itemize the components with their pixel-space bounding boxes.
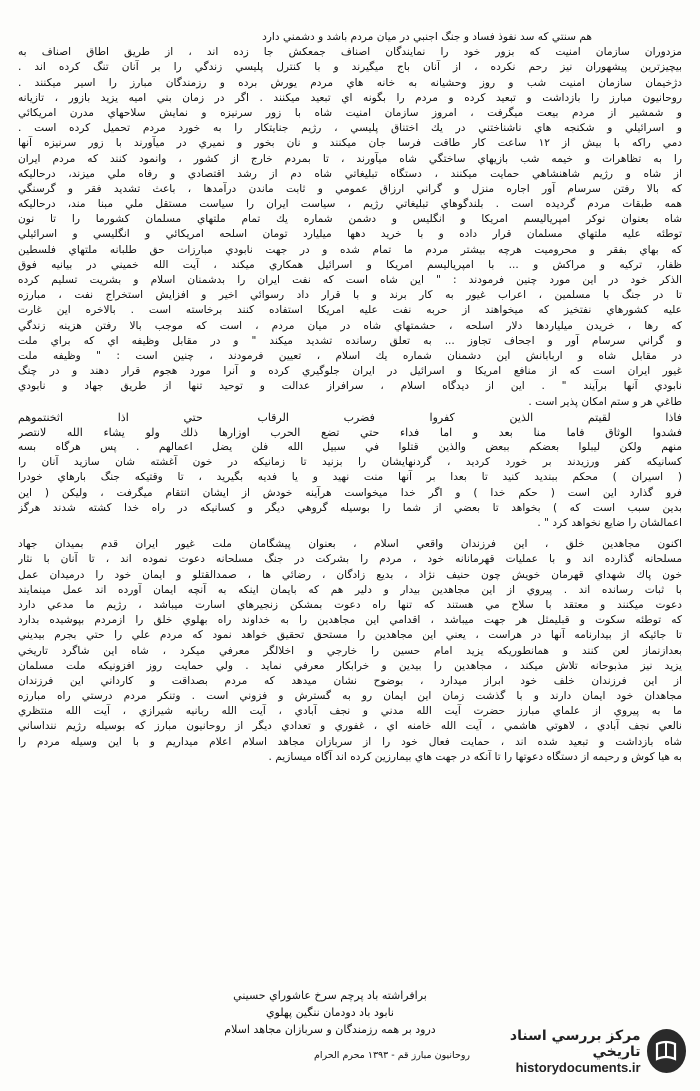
watermark-title: مركز بررسي اسناد تاريخي (509, 1027, 641, 1060)
history-documents-logo-icon (647, 1029, 686, 1073)
document-line: ( اسيران ) محكم ببنديد كنيد تا بعدا بر آنها منت نهيد و يا فديه بگيريد ، تا وقتيكه جنگ بارهاي خودرا (18, 471, 682, 484)
watermark (476, 1023, 686, 1079)
document-line: نابودي آنها برآيند " . اين از ديدگاه اسلام ، سرافراز عدالت و توحيد تنها از طريق جهاد و نابودي (18, 380, 682, 393)
document-line: عليه كشورهاي نفتخيز كه ميخواهند از حربه نفت عليه امريكا استفاده كنند برخاسته است . بالاخره اين غارت (18, 304, 682, 317)
document-line: كه توطئه سكوت و قبليمثل هر جهت ميباشد ، اقدامي اين مجاهدين را به خداوند راه بهلوي خلق را ازمردم بپوشيده بدارد (18, 614, 682, 627)
document-line: را به تظاهرات و خيمه شب بازيهاي ساختگي شاه ميآورند ، تا بمردم خارج از كشور ، وانمود كنند كه مردم ايران (18, 152, 682, 165)
watermark-text (476, 1028, 641, 1075)
slogan-line: درود بر همه رزمندگان و سربازان مجاهد اسلام (224, 1023, 436, 1036)
document-line: اكنون مجاهدين خلق ، اين فرزندان واقعي اسلام ، بعنوان پيشگامان ملت غيور ايران قدم بميدان جهاد (18, 538, 682, 551)
document-line: مجاهدان خود ايمان دارند و با گذشت زمان اين ايمان رو به گسترش و فزوني است . وتنكر مردم درستي راه مبارزه (18, 690, 682, 703)
document-line: با ثبات رسانده اند . پيروي از اين مجاهدين بيدار و دلير هم كه بايمان اينكه به آنچه ايمان آورده اند عمل مينمايند (18, 583, 682, 596)
document-line: از شاه و رژيم شاهنشاهي حمايت ميكنند ، دستگاه تبليغاتي شاه دم از رشد اقتصادي و رفاه ملي ميزند، درحاليكه (18, 167, 682, 180)
document-line: يزيد نيز مذبوحانه تلاش ميكند ، مجاهدين را بيدين و خرابكار معرفي نمايد . ولي حمايت روز افزونيكه ملت مسلمان (18, 659, 682, 672)
document-line: دژخيمان سازمان امنيت شب و روز وحشيانه به خانه هاي مردم يورش برده و رزمندگان مبارز را اسير ميكنند . (18, 76, 682, 89)
document-line: و گراني سرسام آور و اجحاف تجاوز ... به تعلق رسانده تشديد ميكند " و در مقابل وظيفه اي كه براي ملت (18, 334, 682, 347)
document-line: هم سنتي كه سد نفوذ فساد و جنگ اجنبي در ميان مردم باشد و دشمني دارد (262, 31, 592, 43)
document-line: تا در جنگ با مسلمين ، اعراب غيور به كار برند و با قرار داد رسوائي اخير و افزايش استخراج نفت ، مبارزه (18, 289, 682, 302)
book-icon (651, 1036, 681, 1066)
watermark-url: historydocuments.ir (515, 1059, 641, 1075)
document-line: اعمالشان را ضايع نخواهد كرد " . (537, 517, 682, 529)
document-line: نالعي نجف آبادي ، لاهوتي هاشمي ، آيت الله خامنه اي ، غفوري و تعدادي ديگر از روحانيون مبارز كه بوسيله رژيم ننداساني (18, 720, 682, 733)
document-line: از اين فرزندان خلف خود ابراز ميدارد ، بوضوح نشان ميدهد كه مردم بصداقت و كارداني اين فرزندان (18, 674, 682, 687)
document-line: روحانيون مبارز را بازداشت و تبعيد كرده و مردم را بگونه اي تبعيد ميكنند . اگر در زمان بني اميه يزيد بازور ، تازيانه (18, 91, 682, 104)
document-line: مزدوران سازمان امنيت كه بزور خود را نمايندگان اصناف جمعكش جا زده اند ، از طريق اطاق اصناف به (18, 46, 682, 59)
document-signature: روحانيون مبارز قم - ۱۳۹۳ محرم الحرام (314, 1050, 470, 1061)
document-line: همه طبقات مردم گرديده است . بلندگوهاي تبليغاتي رژيم ، سياست ايران را سياست مستقل ملي مبنا مند، درحاليكه (18, 198, 682, 211)
document-line: به هيا كوش و رحيمه از دستگاه دعوتها را تا آنكه در جهت هاي بيمارزين كرده اند آگاه ميسازيم . (268, 750, 682, 763)
document-line: طاغي هر و ستم امكان پذير است . (528, 395, 682, 408)
document-line: ظفار، تركيه و مراكش و ... با امپرياليسم امريكا و اسرائيل همكاري ميكند ، آيت الله خميني در بيانيه فوق (18, 258, 682, 271)
quran-verse-line: فشدوا الوثاق فاما منا بعد و اما فداء حتي تضع الحرب اوزارها ذلك ولو يشاء الله لانتصر (18, 425, 682, 439)
closing-slogans (150, 987, 510, 1038)
document-line: منهم ولكن ليبلوا بعضكم ببعض والذين قتلوا في سبيل الله فلن يضل اعمالهم . پس هرگاه بسه (18, 441, 682, 454)
document-line: در مقابل شاه و اربابانش اين دشمنان شماره يك اسلام ، تعيين فرمودند ، چنين است : " وظيفه ملت (18, 349, 682, 362)
document-line: كه بالا رفتن سرسام آور اجاره منزل و گراني ارزاق عمومي و ثابت ماندن درآمدها ، باعث تشديد فقر و گرسنگي (18, 182, 682, 195)
document-line: غيور ايران است كه از منافع امريكا و اسرائيل در ايران جلوگيري كرده و آنرا مورد هجوم قرار دهند و در چنگ (18, 365, 682, 378)
document-line: توطئه عليه ملتهاي مسلمان قرار داده و با خريد دهها ميليارد تومان اسلحه امريكائي و انگليسي و اسرائيلي (18, 228, 682, 241)
document-line: و شمشير از مردم بيعت ميگرفت ، امروز سازمان امنيت شاه با زور سرنيزه و نمايش سلاحهاي مدرن امريكائي (18, 106, 682, 119)
document-line: شاه بعنوان نوكر امپرياليسم امريكا و انگليس و دشمن شماره يك تمام ملتهاي مسلمان كشورما را تا نون (18, 213, 682, 226)
document-body (18, 30, 682, 765)
document-line: فرو گذارد اين است ( حكم خدا ) و اگر خدا ميخواست هرآينه خودش از ايشان انتقام ميگرفت ، وليكن ( اين (18, 486, 682, 499)
document-line: كه بهاي بفقر و محروميت هرچه بيشتر مردم ما تمام شده و در جهت نابودي مبارزات حق طلبانه ملتهاي فلسطين (18, 243, 682, 256)
slogan-line: برافراشته باد پرچم سرخ عاشوراي حسيني (233, 989, 427, 1002)
document-line: كه رها ، خريدن ميلياردها دلار اسلحه ، حشمتهاي شاه در ميان مردم ، است كه موجب بالا رفتن هزينه زندگي (18, 319, 682, 332)
document-line: كسانيكه كفر ورزيدند بر خورد كرديد ، گردنهايشان را بزنيد تا زمانيكه در خون آغشته شان سازيد آنان را (18, 456, 682, 469)
document-line: تا جائيكه از بيدارنامه آنها در هراست ، يعني اين مجاهدين را مستحق تحقيق خواهد نمود كه مردم علي را حتي بجرم بيديني (18, 629, 682, 642)
document-line: شاه بازداشت و تبعيد شده اند ، حمايت فعال خود را از سربازان مجاهد اسلام اعلام ميداريم و با اين وسيله مردم را (18, 735, 682, 748)
quran-verse-line: فاذا لقيتم الذين كفروا فضرب الرقاب حتي اذا اثخنتموهم (18, 410, 682, 424)
document-line: ما به پيروي از علماي مبارز حضرت آيت الله مدني و نجف آبادي ، آيت الله ربانيه شيرازي ، آيت الله منتظري (18, 705, 682, 718)
document-line: خون پاك شهداي قهرمان خويش چون حنيف نژاد ، بديع زادگان ، رضائي ها ، صمدالقتلو و ايمان خود را درميدان عمل (18, 568, 682, 581)
slogan-line: نابود باد دودمان ننگين پهلوي (266, 1006, 394, 1019)
document-line: و اسرائيلي و شكنجه هاي ناشناختني در يك اختناق پليسي ، رژيم جنايتكار را به خورد مردم تحميل كرده است . (18, 122, 682, 135)
document-line: بعدازنماز لعن كنند و همانطوريكه يزيد امام حسين را خارجي و اخلالگر معرفي ميكرد ، شاه اين شاگرد تاريخي (18, 644, 682, 657)
document-line: بدين سبب است كه ) بخواهد تا بعضي از شما را بوسيله گروهي ديگر و كسانيكه در راه خدا كشته شدند هرگز (18, 501, 682, 514)
document-line: بيچيزترين پيشهوران نيز رحم نكرده ، از آنان باج ميگيرند و با كنترل پليسي زندگي را بر آنان تنگ كرده اند . (18, 61, 682, 74)
document-line: الذكر خود در اين مورد چنين فرمودند : " اين شاه است كه نفت ايران را بدشمنان اسلام و بشريت تسليم كرده (18, 274, 682, 286)
document-line: مسلحانه گذارده اند و با عمليات قهرمانانه خود ، مردم را بشركت در جنگ مسلحانه دعوت نموده اند ، تا آنان با نثار (18, 553, 682, 566)
document-line: دمي راكه با بيش از ۱۲ ساعت كار طاقت فرسا جان ميكنند و نان بخور و نميري در ميآورند با زور سرنيزه آنها (18, 137, 682, 150)
document-line: دعوت ميكنند و معتقد با سلاح مي هستند كه تنها راه دعوت بمشكن زنجيرهاي اسارت ميباشد ، رژيم ما مدعي دارد (18, 598, 682, 611)
